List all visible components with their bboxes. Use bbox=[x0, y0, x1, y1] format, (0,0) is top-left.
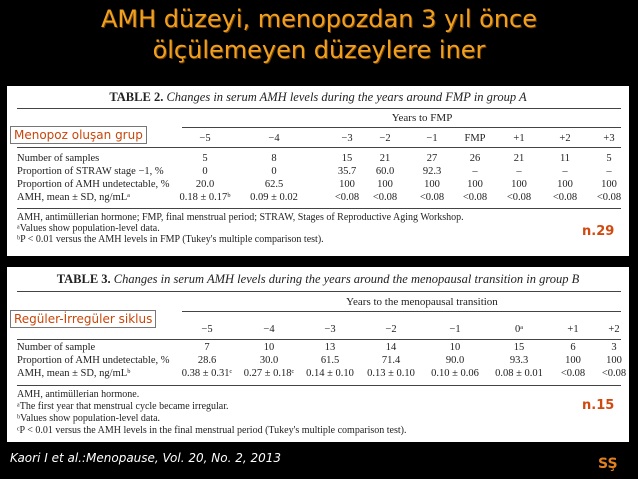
column-header: +2 bbox=[559, 133, 571, 144]
table-cell: 10 bbox=[449, 342, 461, 353]
table-cell: 100 bbox=[339, 179, 355, 190]
table-2-group-rule bbox=[182, 127, 621, 128]
table-cell: 21 bbox=[513, 153, 525, 164]
row-label: AMH, mean ± SD, ng/mLᵇ bbox=[17, 368, 131, 379]
table-cell: 62.5 bbox=[264, 179, 284, 190]
table-cell: 61.5 bbox=[320, 355, 340, 366]
table-cell: 20.0 bbox=[195, 179, 215, 190]
column-header: +2 bbox=[608, 324, 620, 335]
table-cell: – bbox=[472, 166, 478, 177]
table-cell: 35.7 bbox=[337, 166, 357, 177]
column-header: −1 bbox=[426, 133, 438, 144]
table-cell: 8 bbox=[271, 153, 277, 164]
footnote: ᶜP < 0.01 versus the AMH levels in the final menstrual period (Tukey's multiple comparison test). bbox=[17, 425, 407, 436]
table-cell: 100 bbox=[467, 179, 483, 190]
table-cell: <0.08 bbox=[601, 368, 627, 379]
table-cell: 5 bbox=[606, 153, 612, 164]
table-2-caption bbox=[7, 90, 629, 105]
slide-title-line-1: AMH düzeyi, menopozdan 3 yıl önce bbox=[101, 5, 537, 33]
table-cell: 27 bbox=[426, 153, 438, 164]
table-3-caption-label: TABLE 3. bbox=[56, 272, 111, 286]
column-header: −1 bbox=[449, 324, 461, 335]
table-cell: 71.4 bbox=[381, 355, 401, 366]
table-cell: <0.08 bbox=[419, 192, 445, 203]
table-cell: 26 bbox=[469, 153, 481, 164]
table-3-group-header: Years to the menopausal transition bbox=[346, 296, 498, 308]
author-initials: SŞ bbox=[598, 456, 618, 472]
table-cell: 7 bbox=[204, 342, 210, 353]
column-header: −4 bbox=[268, 133, 280, 144]
table-cell: 21 bbox=[379, 153, 391, 164]
footnote: ᵃValues show population-level data. bbox=[17, 223, 160, 234]
footnote: ᵃThe first year that menstrual cycle became irregular. bbox=[17, 401, 229, 412]
group-a-label-badge: Menopoz oluşan grup bbox=[10, 126, 147, 144]
table-cell: 90.0 bbox=[445, 355, 465, 366]
table-cell: 5 bbox=[202, 153, 208, 164]
table-2-top-rule bbox=[17, 108, 621, 109]
column-header: −3 bbox=[341, 133, 353, 144]
footnote: ᵇValues show population-level data. bbox=[17, 413, 161, 424]
table-cell: 28.6 bbox=[197, 355, 217, 366]
table-2-panel bbox=[7, 86, 629, 256]
table-cell: 0.18 ± 0.17ᵇ bbox=[179, 192, 231, 203]
table-cell: <0.08 bbox=[596, 192, 622, 203]
row-label: Proportion of STRAW stage −1, % bbox=[17, 166, 164, 177]
table-2-bottom-rule bbox=[17, 208, 621, 209]
table-cell: 0.14 ± 0.10 bbox=[306, 368, 354, 379]
table-cell: 100 bbox=[565, 355, 581, 366]
table-3-caption-text: Changes in serum AMH levels during the years around the menopausal transition in group B bbox=[113, 272, 580, 286]
table-cell: <0.08 bbox=[506, 192, 532, 203]
table-cell: 92.3 bbox=[422, 166, 442, 177]
table-3-header-rule bbox=[17, 339, 621, 340]
table-cell: – bbox=[606, 166, 612, 177]
column-header: −5 bbox=[201, 324, 213, 335]
table-cell: 100 bbox=[424, 179, 440, 190]
table-3-group-rule bbox=[182, 311, 621, 312]
group-b-sample-size: n.15 bbox=[582, 398, 615, 413]
table-cell: 0.09 ± 0.02 bbox=[250, 192, 298, 203]
table-cell: 0.08 ± 0.01 bbox=[495, 368, 543, 379]
table-cell: 100 bbox=[377, 179, 393, 190]
slide-title-line-2: ölçülemeyen düzeylere iner bbox=[152, 36, 486, 64]
column-header: +1 bbox=[567, 324, 579, 335]
table-2-caption-text: Changes in serum AMH levels during the years around FMP in group A bbox=[166, 90, 527, 104]
table-cell: – bbox=[516, 166, 522, 177]
citation: Kaori I et al.:Menopause, Vol. 20, No. 2, 2013 bbox=[10, 451, 282, 465]
column-header: FMP bbox=[464, 133, 486, 144]
table-cell: 100 bbox=[511, 179, 527, 190]
table-3-caption bbox=[7, 272, 629, 287]
table-cell: 100 bbox=[557, 179, 573, 190]
row-label: AMH, mean ± SD, ng/mLᵃ bbox=[17, 192, 131, 203]
table-cell: 14 bbox=[385, 342, 397, 353]
column-header: +3 bbox=[603, 133, 615, 144]
column-header: −2 bbox=[385, 324, 397, 335]
table-cell: 30.0 bbox=[259, 355, 279, 366]
row-label: Proportion of AMH undetectable, % bbox=[17, 179, 170, 190]
table-cell: 93.3 bbox=[509, 355, 529, 366]
table-cell: 13 bbox=[324, 342, 336, 353]
table-cell: 11 bbox=[559, 153, 571, 164]
table-cell: – bbox=[562, 166, 568, 177]
column-header: −5 bbox=[199, 133, 211, 144]
table-cell: <0.08 bbox=[560, 368, 586, 379]
row-label: Number of samples bbox=[17, 153, 100, 164]
table-3-panel bbox=[7, 267, 629, 442]
slide-title bbox=[0, 4, 638, 66]
row-label: Number of sample bbox=[17, 342, 96, 353]
table-cell: 0.10 ± 0.06 bbox=[431, 368, 479, 379]
row-label: Proportion of AMH undetectable, % bbox=[17, 355, 170, 366]
table-2-caption-label: TABLE 2. bbox=[109, 90, 164, 104]
footnote: AMH, antimüllerian hormone; FMP, final menstrual period; STRAW, Stages of Reproductive Aging Workshop. bbox=[17, 212, 464, 223]
table-cell: 100 bbox=[601, 179, 617, 190]
table-cell: 100 bbox=[606, 355, 622, 366]
group-a-sample-size: n.29 bbox=[582, 224, 615, 239]
footnote: ᵇP < 0.01 versus the AMH levels in FMP (Tukey's multiple comparison test). bbox=[17, 234, 324, 245]
table-2-header-rule bbox=[17, 147, 621, 148]
table-cell: 0.13 ± 0.10 bbox=[367, 368, 415, 379]
table-cell: 6 bbox=[570, 342, 576, 353]
column-header: −4 bbox=[263, 324, 275, 335]
table-cell: 10 bbox=[263, 342, 275, 353]
table-cell: 15 bbox=[341, 153, 353, 164]
table-cell: <0.08 bbox=[552, 192, 578, 203]
table-cell: <0.08 bbox=[372, 192, 398, 203]
group-b-label-badge: Regüler-İrregüler siklus bbox=[10, 310, 156, 328]
table-2-group-header: Years to FMP bbox=[391, 112, 453, 124]
table-cell: 0.38 ± 0.31ᶜ bbox=[181, 368, 233, 379]
column-header: −3 bbox=[324, 324, 336, 335]
table-3-bottom-rule bbox=[17, 385, 621, 386]
column-header: 0ᵃ bbox=[514, 324, 524, 335]
table-cell: <0.08 bbox=[462, 192, 488, 203]
table-cell: 0.27 ± 0.18ᶜ bbox=[243, 368, 295, 379]
table-cell: 15 bbox=[513, 342, 525, 353]
table-cell: 60.0 bbox=[375, 166, 395, 177]
column-header: +1 bbox=[513, 133, 525, 144]
column-header: −2 bbox=[379, 133, 391, 144]
table-cell: <0.08 bbox=[334, 192, 360, 203]
table-cell: 0 bbox=[202, 166, 208, 177]
table-cell: 0 bbox=[271, 166, 277, 177]
table-cell: 3 bbox=[611, 342, 617, 353]
footnote: AMH, antimüllerian hormone. bbox=[17, 389, 140, 400]
table-3-top-rule bbox=[17, 291, 621, 292]
